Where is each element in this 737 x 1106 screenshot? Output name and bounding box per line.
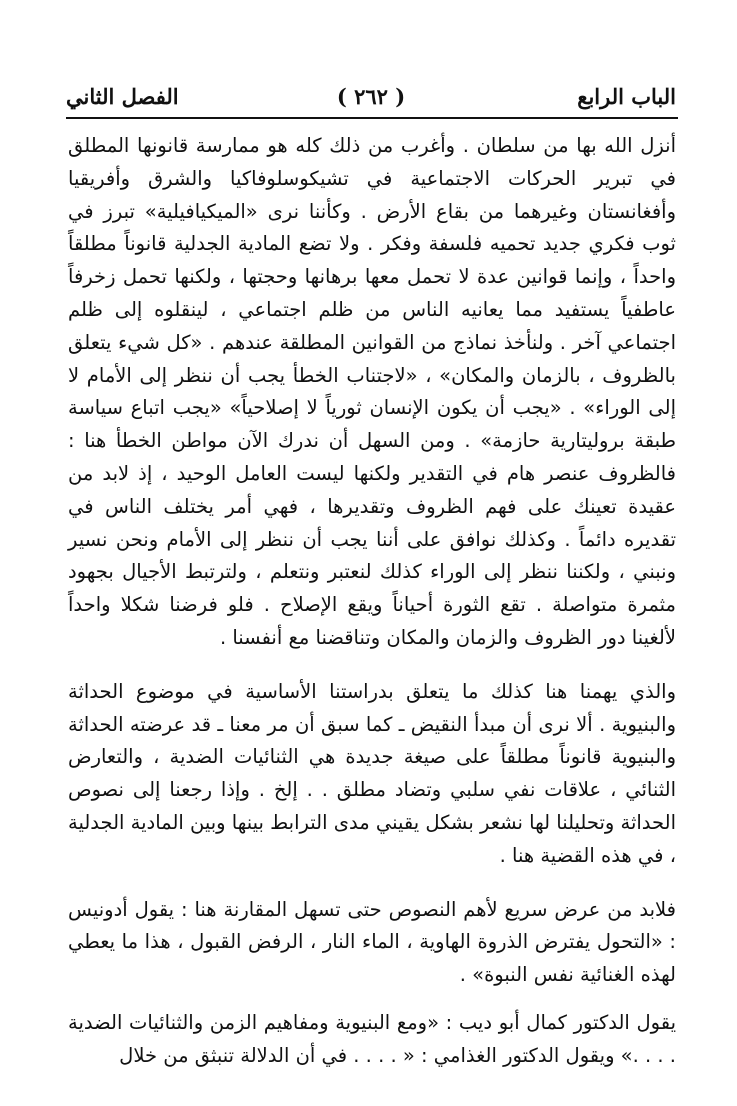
paragraph-1: أنزل الله بها من سلطان . وأغرب من ذلك كله هو ممارسة قانونها المطلق في تبرير الحركات الاجتماعية في تشيكوسلوفاكيا والشرق وأفريقيا وأفغانستان وغيرهما من بقاع الأرض . وكأننا نرى «الميكيافيلية» تبرز في ثوب فكري جديد تحميه فلسفة وفكر . ولا تضع المادية الجدلية قانوناً مطلقاً واحداً ، وإنما قوانين عدة لا تحمل معها برهانها وحجتها ، ولكنها تحمل زخرفاً عاطفياً يستفيد مما يعانيه الناس من ظلم اجتماعي ، لينقلوه إلى ظلم اجتماعي آخر . ولنأخذ نماذج من القوانين المطلقة عندهم . «كل شيء يتعلق بالظروف ، بالزمان والمكان» ، «لاجتناب الخطأ يجب أن ننظر إلى الأمام لا إلى الوراء» . «يجب أن يكون الإنسان ثورياً لا إصلاحياً» «يجب اتباع سياسة طبقة بروليتارية حازمة» . ومن السهل أن ندرك الآن مواطن الخطأ هنا : فالظروف عنصر هام في التقدير ولكنها ليست العامل الوحيد ، إذ لابد من عقيدة تعينك على فهم الظروف وتقديرها ، فهي أمر يختلف الناس في تقديره دائماً . وكذلك نوافق على أننا يجب أن ننظر إلى الأمام ونحن نسير ونبني ، ولكننا ننظر إلى الوراء كذلك لنعتبر ونتعلم ، ولترتبط الأجيال بجهود مثمرة متواصلة . تقع الثورة أحياناً ويقع الإصلاح . فلو فرضنا شكلا واحداً لألغينا دور الظروف والزمان والمكان وتناقضنا مع أنفسنا . [68, 134, 676, 649]
paragraph-3: فلابد من عرض سريع لأهم النصوص حتى تسهل المقارنة هنا : يقول أدونيس : «التحول يفترض الذروة الهاوية ، الماء النار ، الرفض القبول ، هذا ما يعطي لهذه الغنائية نفس النبوة» . [68, 897, 676, 987]
chapter-title: الباب الرابع [577, 84, 676, 109]
paragraph-2: والذي يهمنا هنا كذلك ما يتعلق بدراستنا الأساسية في موضوع الحداثة والبنيوية . ألا نرى أن مبدأ النقيض ـ كما سبق أن مر معنا ـ قد عرضته الحداثة والبنيوية قانوناً مطلقاً على صيغة جديدة هي الثنائيات الضدية ، والتعارض الثنائي ، علاقات نفي سلبي وتضاد مطلق . . إلخ . وإذا رجعنا إلى نصوص الحداثة وتحليلنا لها نشعر بشكل يقيني مدى الترابط بينها وبين المادية الجدلية ، في هذه القضية هنا . [68, 679, 676, 867]
running-head [66, 84, 676, 114]
paragraph-4: يقول الدكتور كمال أبو ديب : «ومع البنيوية ومفاهيم الزمن والثنائيات الضدية . . . .» ويقول الدكتور الغذامي : « . . . . في أن الدلالة تنبثق من خلال [68, 1010, 676, 1067]
section-title: الفصل الثاني [66, 84, 179, 109]
body-text [68, 130, 676, 1073]
header-divider [66, 117, 678, 119]
page-number: ( ٢٦٢ ) [336, 84, 406, 109]
